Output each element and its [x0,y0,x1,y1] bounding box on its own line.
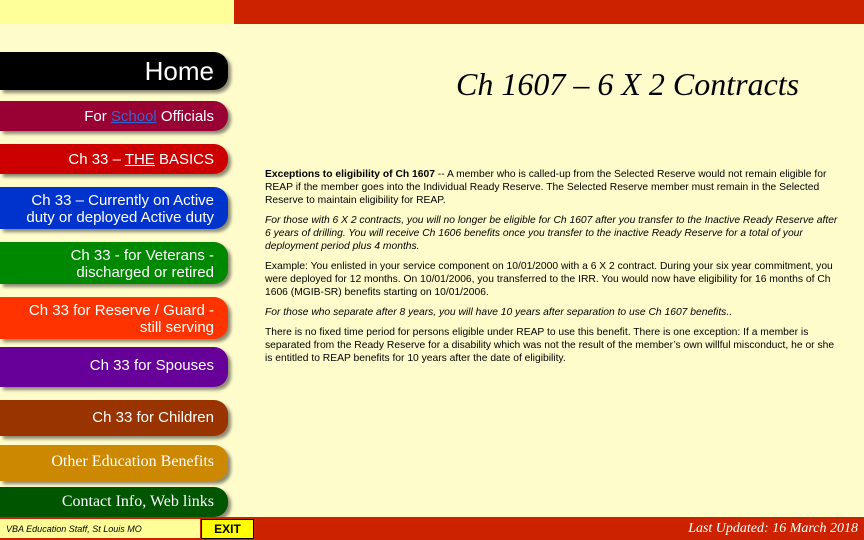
nav-ch33-reserve-guard-label [29,302,214,336]
nav-school-officials-button[interactable] [0,101,228,131]
nav-ch33-children-button[interactable] [0,400,228,436]
paragraph-separate-after-8: For those who separate after 8 years, you will have 10 years after separation to use Ch 1607 benefits.. [265,307,733,318]
nav-veterans-line1: Ch 33 - for Veterans - [70,247,214,264]
nav-ch33-spouses-label: Ch 33 for Spouses [89,357,214,374]
paragraph-example: Example: You enlisted in your service component on 10/01/2000 with a 6 X 2 contract. During your six year commitment, you were deployed for 12 months. On 10/01/2006, you transferred to the IRR. You would now have eligibility for 16 months of Ch 1606 (MGIB-SR) benefits starting on 10/01/2006. [265,261,833,298]
exceptions-heading: Exceptions to eligibility of Ch 1607 [265,169,435,180]
nav-school-pre: For [84,108,111,125]
paragraph-no-fixed-period: There is no fixed time period for persons eligible under REAP to use this benefit. There is one exception: If a member is separated from the Ready Reserve for a disability which was not the result of the member’s own willful misconduct, he or she is entitled to REAP benefits for 10 years after the date of eligibility. [265,327,835,364]
exceptions-text: -- A member who is called-up from the Selected Reserve would not remain eligible for REAP if the member goes into the Individual Ready Reserve. The Selected Reserve member must remain in the Selected Reserve to maintain eligibility for REAP. [265,169,827,206]
nav-active-line1: Ch 33 – Currently on Active [31,192,214,209]
nav-reserve-line2: still serving [139,319,214,336]
nav-other-education-benefits-button[interactable] [0,445,228,481]
page-title: Ch 1607 – 6 X 2 Contracts [456,66,800,102]
paragraph-6x2-contracts: For those with 6 X 2 contracts, you will no longer be eligible for Ch 1607 after you transfer to the Inactive Ready Reserve after 6 years of drilling. You will receive Ch 1606 benefits once you transfer to the inactive Ready Reserve for a total of your deployment period plus 4 months. [265,215,838,252]
nav-basics-pre: Ch 33 – [68,151,125,168]
nav-home-button[interactable] [0,52,228,90]
nav-ch33-active-duty-button[interactable] [0,187,228,229]
top-bar-right [234,0,864,24]
footer-staff-label: VBA Education Staff, St Louis MO [0,519,200,538]
school-link[interactable]: School [110,108,157,125]
nav-school-post: Officials [156,108,214,125]
paragraph-exceptions [265,168,843,207]
nav-home-label: Home [144,56,214,86]
nav-ch33-veterans-label [71,247,214,281]
the-link[interactable]: THE [124,151,155,168]
nav-ch33-children-label: Ch 33 for Children [92,409,214,426]
nav-school-officials-label [84,108,214,125]
nav-ch33-veterans-button[interactable] [0,242,228,284]
nav-veterans-line2: discharged or retired [76,264,214,281]
last-updated-text: Last Updated: 16 March 2018 [688,521,858,536]
exit-button[interactable]: EXIT [201,519,254,539]
top-bar-left [0,0,234,24]
nav-reserve-line1: Ch 33 for Reserve / Guard - [28,302,214,319]
nav-contact-info-label: Contact Info, Web links [61,493,214,510]
nav-active-line2: duty or deployed Active duty [26,209,214,226]
main-content [265,168,843,372]
nav-ch33-basics-label [68,151,214,168]
nav-basics-post: BASICS [154,151,214,168]
nav-contact-info-button[interactable] [0,487,228,517]
nav-ch33-basics-button[interactable] [0,144,228,174]
nav-ch33-spouses-button[interactable] [0,347,228,387]
nav-ch33-active-duty-label [26,192,214,226]
nav-ch33-reserve-guard-button[interactable] [0,297,228,339]
nav-other-education-benefits-label: Other Education Benefits [51,453,214,470]
